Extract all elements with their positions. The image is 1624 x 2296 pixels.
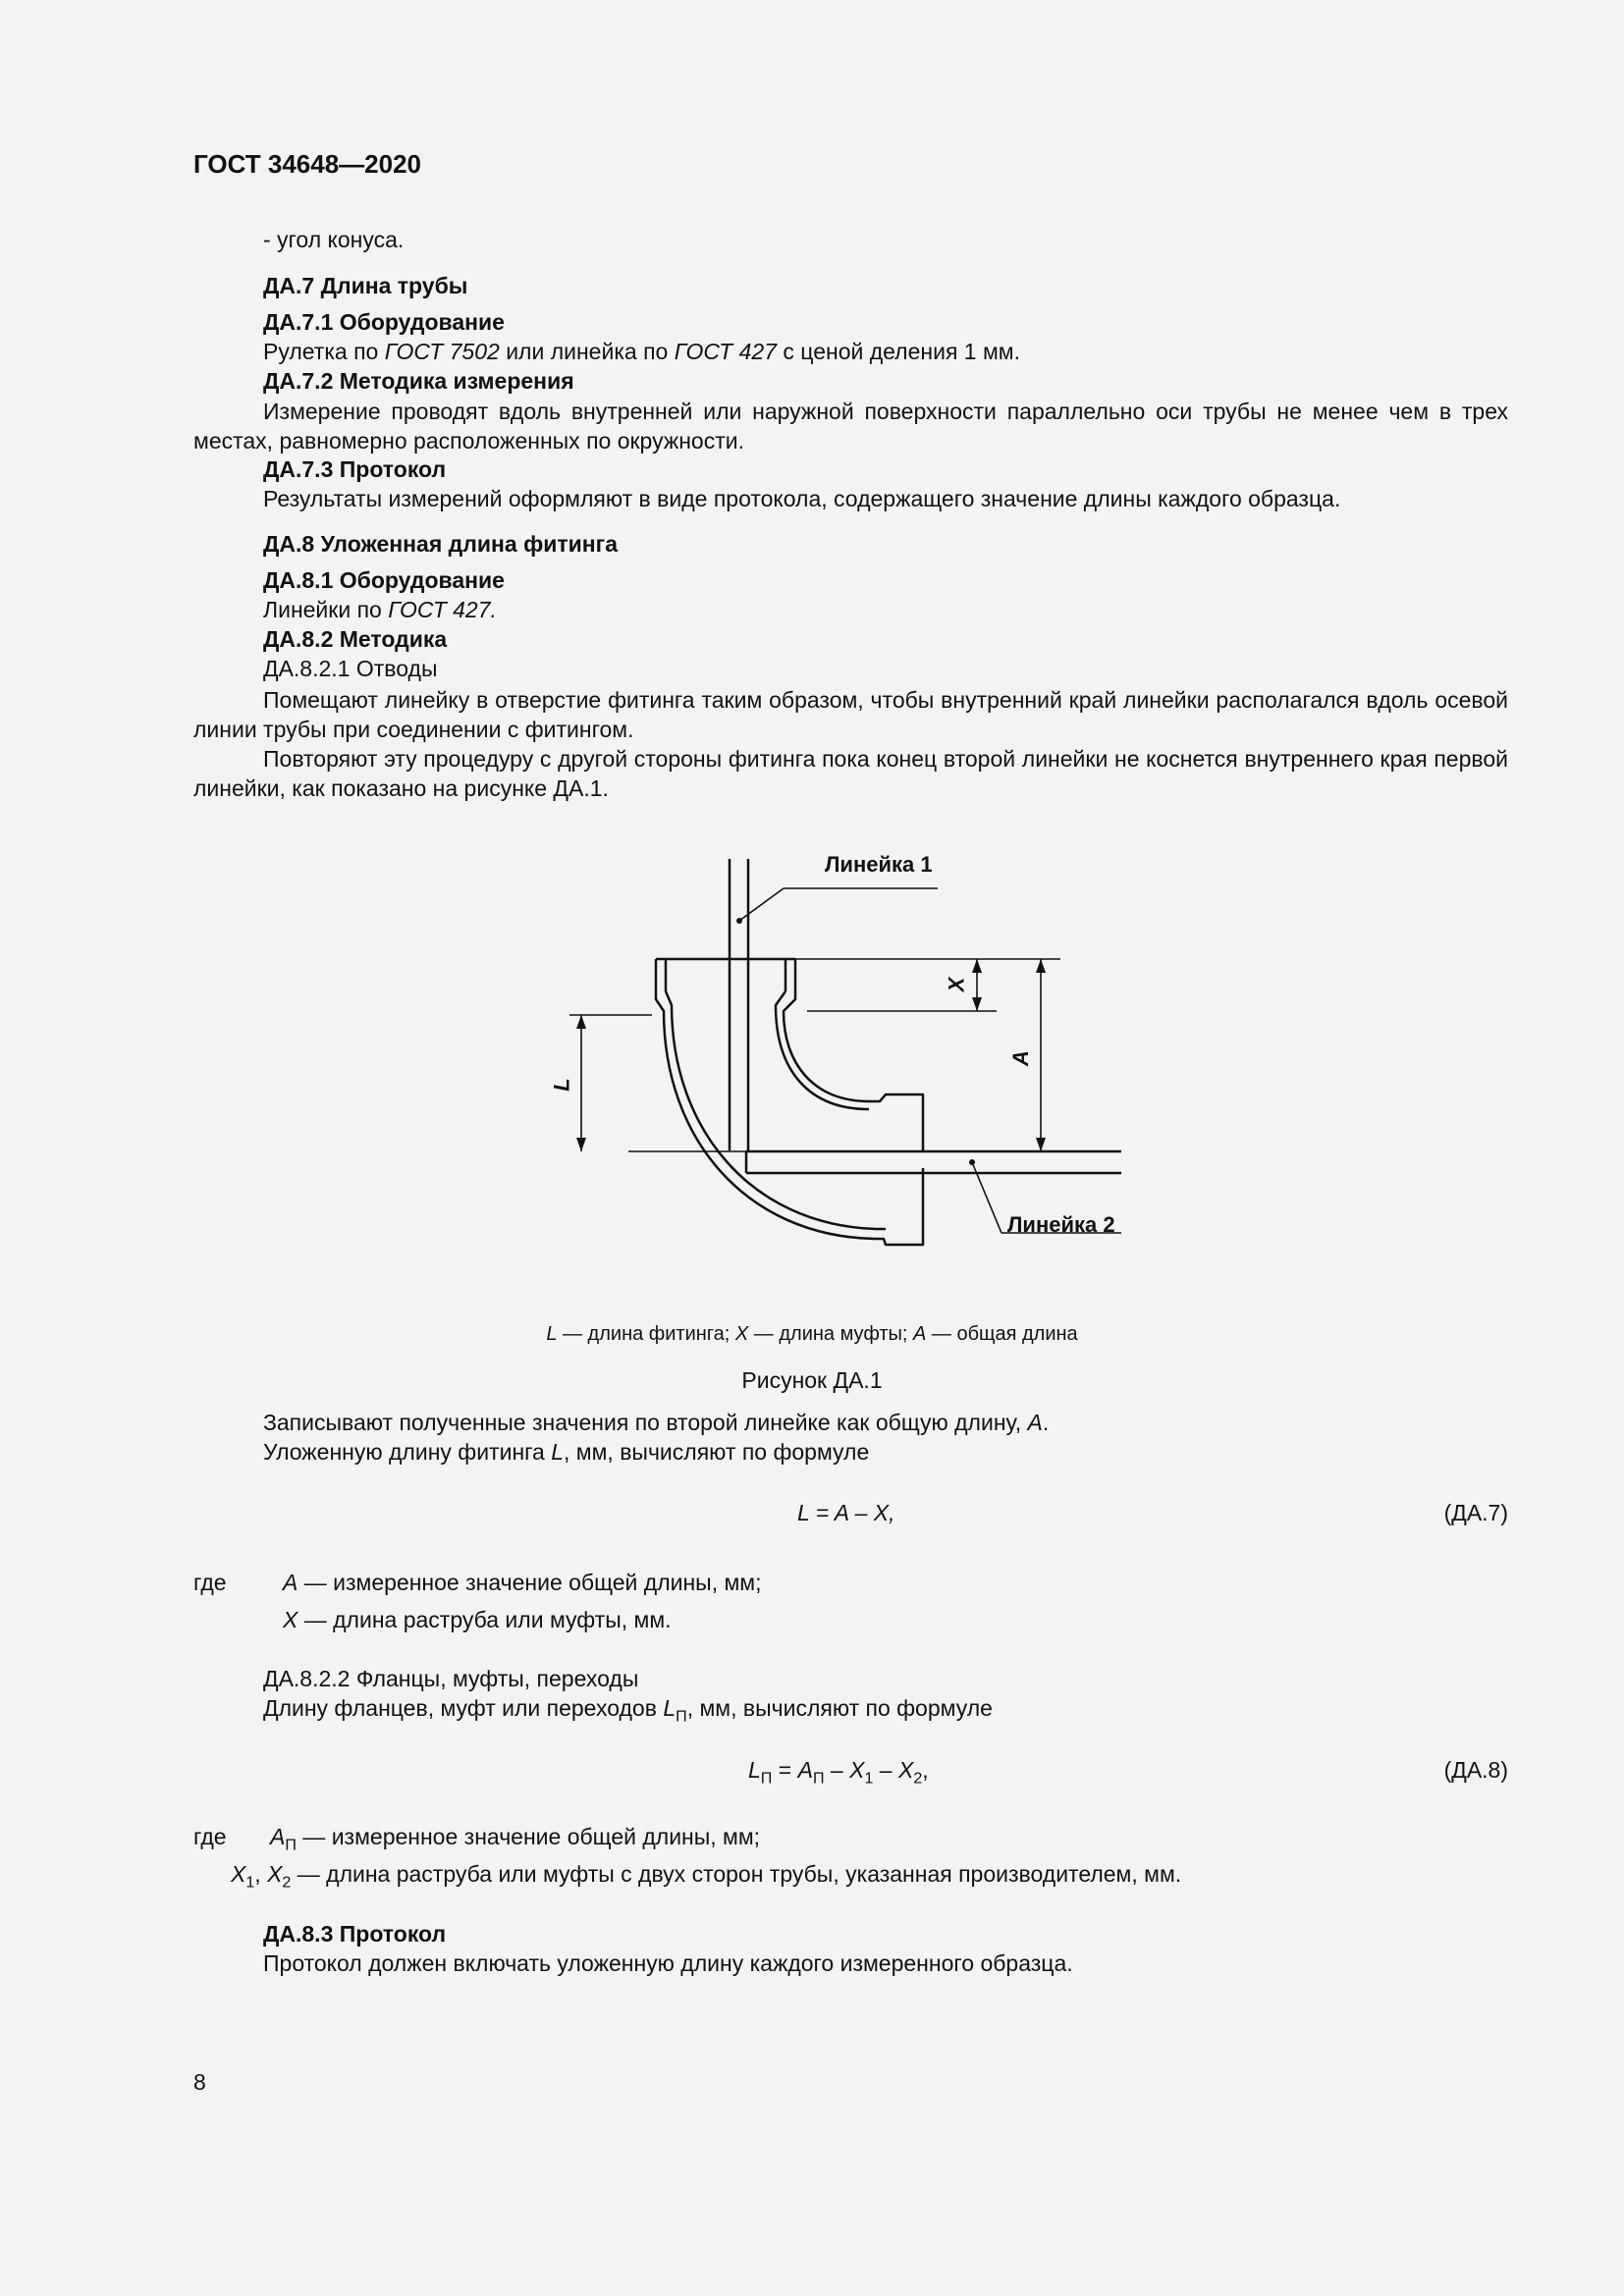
subscript: П: [812, 1769, 825, 1788]
section-heading-da71: ДА.7.1 Оборудование: [263, 309, 505, 335]
paragraph-da821-1: Помещают линейку в отверстие фитинга таким образом, чтобы внутренний край линейки располагался вдоль осевой линии трубы при соединении с фитингом.: [193, 687, 1508, 742]
subsection-heading-da822: ДА.8.2.2 Фланцы, муфты, переходы: [263, 1666, 639, 1691]
variable: L: [663, 1695, 677, 1721]
variable: L: [551, 1439, 565, 1465]
standard-reference: ГОСТ 427.: [388, 597, 497, 622]
caption-text: — длина фитинга;: [557, 1323, 735, 1345]
text: Линейки по: [263, 597, 389, 622]
where-item-x: [283, 1607, 672, 1633]
var-x2: X: [897, 1757, 914, 1783]
caption-var: A: [913, 1323, 927, 1345]
text: с ценой деления 1 мм.: [777, 339, 1020, 364]
text: — измеренное значение общей длины, мм;: [298, 1570, 762, 1595]
text: .: [1042, 1410, 1050, 1435]
caption-var: X: [734, 1323, 749, 1345]
document-title: ГОСТ 34648—2020: [193, 149, 421, 179]
formula-da7: L = A – X,: [797, 1500, 895, 1525]
paragraph-calc-l: [263, 1439, 869, 1466]
var-l: L: [748, 1757, 761, 1783]
where-label: где: [193, 1570, 227, 1595]
variable: X: [267, 1861, 283, 1887]
paragraph-record: [263, 1410, 1049, 1436]
paragraph-da822: [263, 1695, 993, 1726]
text: , мм, вычисляют по формуле: [686, 1695, 993, 1721]
variable: X: [231, 1861, 246, 1887]
variable: A: [1027, 1410, 1043, 1435]
where-item-a: [283, 1570, 762, 1596]
text: , мм, вычисляют по формуле: [564, 1439, 870, 1465]
text: Длину фланцев, муфт или переходов: [263, 1695, 664, 1721]
var-a: A: [797, 1757, 813, 1783]
subscript: П: [285, 1836, 297, 1854]
paragraph-da73: Результаты измерений оформляют в виде протокола, содержащего значение длины каждого образца.: [263, 486, 1341, 511]
text: или линейка по: [499, 339, 675, 364]
paragraph-da72: Измерение проводят вдоль внутренней или наружной поверхности параллельно оси трубы не менее чем в трех местах, равномерно расположенных по окружности.: [193, 399, 1508, 454]
operator: –: [824, 1757, 850, 1783]
subscript: 2: [282, 1873, 292, 1892]
section-heading-da83: ДА.8.3 Протокол: [263, 1921, 447, 1947]
formula-da8: [748, 1757, 929, 1788]
list-item-cone-angle: - угол конуса.: [263, 227, 405, 252]
operator: –: [873, 1757, 898, 1783]
where-item-a-p: [270, 1824, 761, 1854]
subscript: П: [760, 1769, 773, 1788]
label-dimension-l: L: [549, 1078, 574, 1092]
elbow-outer-wall: [656, 959, 923, 1245]
text: — измеренное значение общей длины, мм;: [296, 1824, 761, 1849]
separator: ,: [254, 1861, 268, 1887]
figure-da1: [550, 844, 1139, 1256]
variable: X: [283, 1607, 298, 1632]
paragraph-da71: [263, 339, 1020, 365]
subscript: 1: [864, 1769, 874, 1788]
section-heading-da8: ДА.8 Уложенная длина фитинга: [263, 531, 619, 557]
figure-caption: [0, 1323, 1624, 1346]
subscript: 1: [245, 1873, 255, 1892]
subsection-heading-da821: ДА.8.2.1 Отводы: [263, 656, 438, 681]
where-item-x1-x2: [231, 1861, 1182, 1892]
text: Записывают полученные значения по второй линейке как общую длину,: [263, 1410, 1028, 1435]
standard-reference: ГОСТ 427: [674, 339, 778, 364]
text: — длина раструба или муфты с двух сторон трубы, указанная производителем, мм.: [291, 1861, 1182, 1887]
equation-number-da8: (ДА.8): [1443, 1757, 1508, 1783]
label-ruler-2: Линейка 2: [1007, 1212, 1115, 1237]
caption-text: — общая длина: [926, 1323, 1078, 1345]
paragraph-da83: Протокол должен включать уложенную длину каждого измеренного образца.: [263, 1950, 1073, 1976]
punctuation: ,: [922, 1757, 929, 1783]
paragraph-da821-2: Повторяют эту процедуру с другой стороны фитинга пока конец второй линейки не коснется внутреннего края первой линейки, как показано на рисунке ДА.1.: [193, 746, 1508, 801]
label-dimension-x: X: [944, 977, 969, 992]
elbow-inner-wall: [784, 959, 923, 1151]
figure-title: Рисунок ДА.1: [741, 1367, 883, 1393]
text: Рулетка по: [263, 339, 385, 364]
section-heading-da82: ДА.8.2 Методика: [263, 626, 448, 652]
fitting-measurement-drawing: [550, 844, 1139, 1256]
variable: A: [283, 1570, 298, 1595]
section-heading-da72: ДА.7.2 Методика измерения: [263, 368, 574, 394]
equation-number-da7: (ДА.7): [1443, 1500, 1508, 1525]
page-number: 8: [193, 2069, 206, 2095]
label-dimension-a: A: [1007, 1050, 1033, 1066]
standard-reference: ГОСТ 7502: [384, 339, 500, 364]
subscript: П: [676, 1707, 687, 1726]
where-label: где: [193, 1824, 227, 1849]
text: Уложенную длину фитинга: [263, 1439, 552, 1465]
label-ruler-1: Линейка 1: [825, 852, 933, 877]
variable: A: [270, 1824, 286, 1849]
caption-var: L: [546, 1323, 558, 1345]
var-x1: X: [849, 1757, 865, 1783]
section-heading-da7: ДА.7 Длина трубы: [263, 273, 468, 298]
text: — длина раструба или муфты, мм.: [298, 1607, 672, 1632]
operator: =: [772, 1757, 798, 1783]
paragraph-da81: [263, 597, 497, 623]
section-heading-da73: ДА.7.3 Протокол: [263, 456, 447, 482]
subscript: 2: [913, 1769, 923, 1788]
leader-ruler-1: [739, 888, 784, 921]
section-heading-da81: ДА.8.1 Оборудование: [263, 567, 505, 593]
caption-text: — длина муфты;: [748, 1323, 913, 1345]
